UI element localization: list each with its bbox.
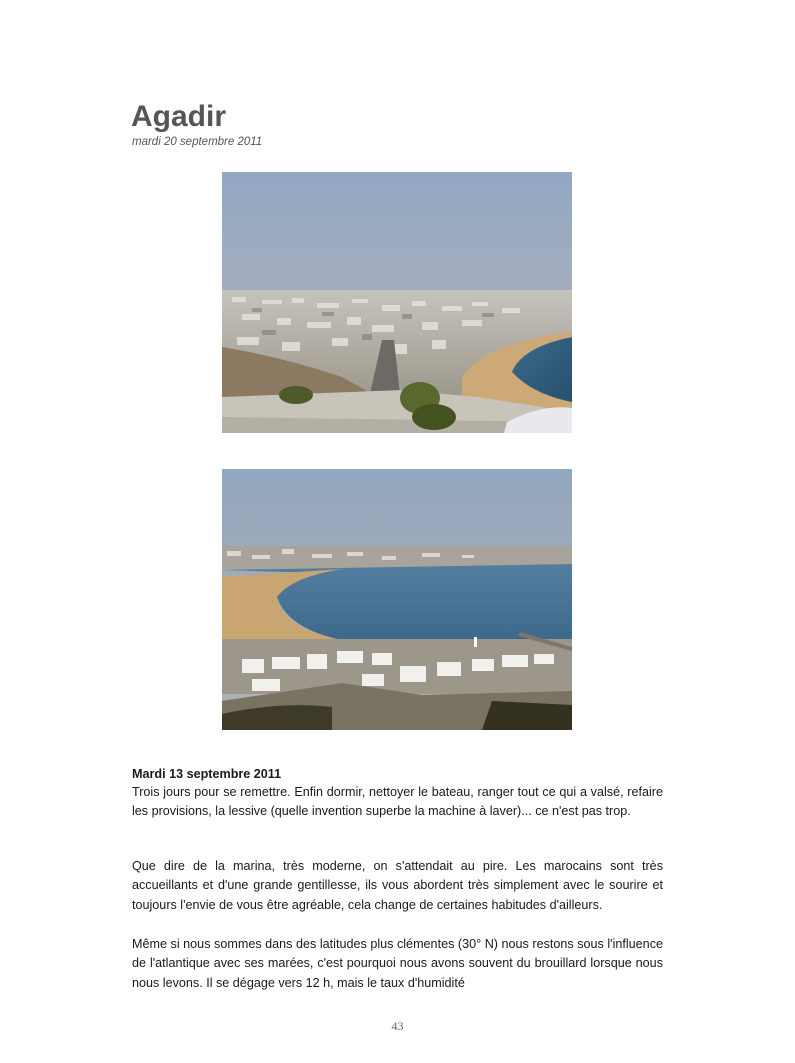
page-number: 43 <box>391 1019 404 1033</box>
entry-heading: Mardi 13 septembre 2011 <box>132 767 282 781</box>
photo-bay-marina <box>222 469 572 730</box>
post-date: mardi 20 septembre 2011 <box>132 136 263 148</box>
page-title: Agadir <box>131 100 227 133</box>
entry-paragraph: Même si nous sommes dans des latitudes plus clémentes (30° N) nous restons sous l'influence de l'atlantique avec ses marées, c'est pourquoi nous avons souvent du brouillard lorsque nous nous levons. Il se dégage vers 12 h, mais le taux d'humidité <box>132 937 663 990</box>
photo-city-panorama <box>222 172 572 433</box>
entry-paragraph: Trois jours pour se remettre. Enfin dormir, nettoyer le bateau, ranger tout ce qui a valsé, refaire les provisions, la lessive (quelle invention superbe la machine à laver)... ce n'est pas trop. <box>132 785 663 819</box>
entry-paragraph: Que dire de la marina, très moderne, on s'attendait au pire. Les marocains sont très accueillants et d'une grande gentillesse, ils vous abordent très simplement avec le sourire et toujours l'envie de vous être agréable, cela change de certaines habitudes d'ailleurs. <box>132 859 663 912</box>
